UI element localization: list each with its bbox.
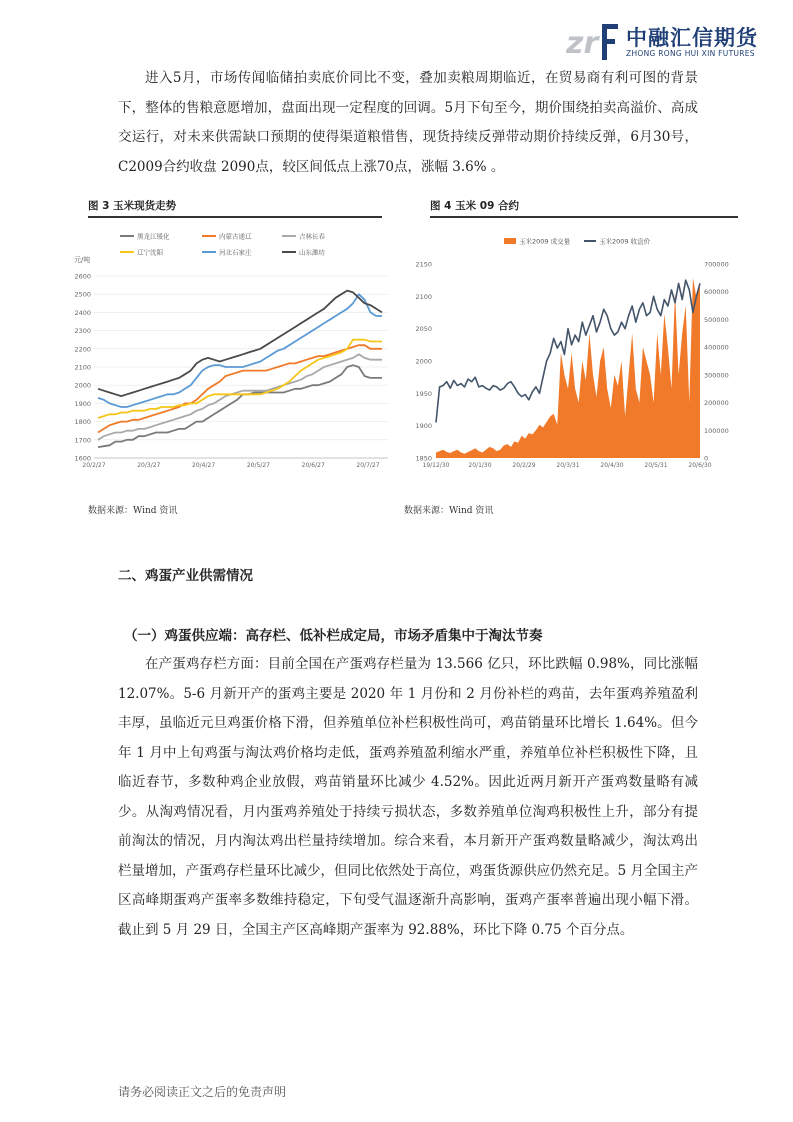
- fig4-xtick-label: 20/3/31: [556, 462, 580, 469]
- fig4-ytick-left-label: 2050: [415, 325, 432, 334]
- egg-supply-paragraph: [118, 650, 698, 945]
- subsection-heading-egg-supply: （一）鸡蛋供应端：高存栏、低补栏成定局，市场矛盾集中于淘汰节奏: [124, 628, 543, 644]
- fig3-legend-label: 山东潍坊: [299, 248, 325, 257]
- fig3-ytick-label: 1900: [74, 399, 91, 408]
- fig4-xtick-label: 20/6/30: [688, 462, 712, 469]
- fig3-xtick-label: 20/4/27: [192, 462, 216, 469]
- fig3-title: 图 3 玉米现货走势: [88, 200, 177, 212]
- fig3-ytick-label: 2300: [74, 327, 91, 336]
- fig4-source: 数据来源：Wind 资讯: [404, 506, 494, 516]
- svg-text:zr: zr: [566, 26, 599, 61]
- fig4-ytick-right-label: 200000: [704, 399, 729, 408]
- fig4-legend: [504, 237, 651, 246]
- fig4-title: 图 4 玉米 09 合约: [430, 200, 520, 212]
- disclaimer-footer: 请务必阅读正文之后的免责声明: [118, 1085, 287, 1099]
- fig4-xtick-label: 20/4/30: [600, 462, 624, 469]
- fig4-ytick-right-label: 300000: [704, 371, 729, 380]
- fig3-series-line: [98, 345, 382, 432]
- fig4-ytick-right-label: 700000: [704, 260, 729, 269]
- fig3-series-line: [98, 365, 382, 447]
- section-heading-egg-supply-demand: 二、鸡蛋产业供需情况: [118, 568, 253, 584]
- fig3-xtick-label: 20/7/27: [356, 462, 380, 469]
- fig3-legend-label: 内蒙古通辽: [219, 232, 252, 241]
- fig3-legend-label: 吉林长春: [299, 232, 325, 241]
- fig3-ytick-label: 1700: [74, 436, 91, 445]
- fig4-ytick-left-label: 2000: [415, 357, 432, 366]
- fig3-ytick-label: 2600: [74, 272, 91, 281]
- fig4-xtick-label: 20/1/30: [468, 462, 492, 469]
- fig4-chart: [404, 228, 754, 472]
- fig4-rule: [430, 216, 738, 218]
- fig4-ytick-right-label: 0: [704, 454, 709, 463]
- fig3-legend: [120, 232, 326, 257]
- fig3-rule: [88, 216, 382, 218]
- fig3-ytick-label: 1600: [74, 454, 91, 463]
- fig3-xtick-label: 20/2/27: [82, 462, 106, 469]
- fig4-legend-label: 玉米2009 成交量: [519, 237, 571, 246]
- fig3-legend-label: 河北石家庄: [219, 248, 252, 257]
- logo-chinese-name: 中融汇信期货: [626, 26, 758, 50]
- fig4-xtick-label: 19/12/30: [422, 462, 450, 469]
- fig3-ytick-label: 1800: [74, 418, 91, 427]
- fig3-xtick-label: 20/3/27: [137, 462, 161, 469]
- fig3-xtick-label: 20/6/27: [301, 462, 325, 469]
- egg-supply-paragraph-text: 在产蛋鸡存栏方面：目前全国在产蛋鸡存栏量为 13.566 亿只，环比跌幅 0.98%，同比涨幅 12.07%。5-6 月新开产的蛋鸡主要是 2020 年 1 月份和 2 月份补栏的鸡苗，去年蛋鸡养殖盈利丰厚，虽临近元旦鸡蛋价格下滑，但养殖单位补栏积极性尚可，鸡苗销量环比增长 1.64%。但今年 1 月中上旬鸡蛋与淘汰鸡价格均走低，蛋鸡养殖盈利缩水严重，养殖单位补栏积极性下降，且临近春节，多数种鸡企业放假，鸡苗销量环比减少 4.52%。因此近两月新开产蛋鸡数量略有减少。从淘鸡情况看，月内蛋鸡养殖处于持续亏损状态，多数养殖单位淘鸡积极性上升，部分有提前淘汰的情况，月内淘汰鸡出栏量持续增加。综合来看，本月新开产蛋鸡数量略减少，淘汰鸡出栏量增加，产蛋鸡存栏量环比减少，但同比依然处于高位，鸡蛋货源供应仍然充足。5 月全国主产区高峰期蛋鸡产蛋率多数维持稳定，下旬受气温逐渐升高影响，蛋鸡产蛋率普遍出现小幅下滑。截止到 5 月 29 日，全国主产区高峰期产蛋率为 92.88%，环比下降 0.75 个百分点。: [118, 656, 698, 938]
- zrf-logo-icon: [566, 22, 620, 62]
- fig4-ytick-left-label: 2150: [415, 260, 432, 269]
- fig4-volume-area: [436, 278, 700, 458]
- fig4-ytick-left-label: 1850: [415, 454, 432, 463]
- fig4-ytick-left-label: 1900: [415, 422, 432, 431]
- fig3-xtick-label: 20/5/27: [246, 462, 270, 469]
- fig3-ytick-label: 2500: [74, 290, 91, 299]
- fig3-legend-label: 辽宁沈阳: [137, 248, 163, 257]
- fig4-ytick-right-label: 500000: [704, 315, 729, 324]
- fig3-ytick-label: 2400: [74, 308, 91, 317]
- fig3-ytick-label: 2000: [74, 381, 91, 390]
- fig3-chart: [72, 226, 394, 470]
- company-logo: [566, 20, 776, 64]
- logo-english-name: ZHONG RONG HUI XIN FUTURES: [626, 49, 755, 58]
- fig4-ytick-right-label: 400000: [704, 343, 729, 352]
- fig3-series-line: [98, 291, 382, 397]
- fig4-ytick-left-label: 1950: [415, 389, 432, 398]
- intro-paragraph-text: 进入5月，市场传闻临储拍卖底价同比不变，叠加卖粮周期临近，在贸易商有利可图的背景下，整体的售粮意愿增加，盘面出现一定程度的回调。5月下旬至今，期价围绕拍卖高溢价、高成交运行，对未来供需缺口预期的使得渠道粮惜售，现货持续反弹带动期价持续反弹，6月30号，C2009合约收盘 2090点，较区间低点上涨70点，涨幅 3.6% 。: [118, 70, 698, 175]
- fig3-legend-label: 黑龙江缓化: [137, 232, 170, 241]
- fig3-ytick-label: 2100: [74, 363, 91, 372]
- intro-paragraph: [118, 64, 698, 182]
- fig3-source: 数据来源：Wind 资讯: [88, 506, 178, 516]
- fig4-ytick-right-label: 600000: [704, 288, 729, 297]
- fig4-xtick-label: 20/2/29: [512, 462, 536, 469]
- fig3-ylabel: 元/吨: [74, 256, 91, 264]
- fig4-ytick-right-label: 100000: [704, 426, 729, 435]
- fig4-legend-label: 玉米2009 收盘价: [599, 237, 651, 246]
- fig3-ytick-label: 2200: [74, 345, 91, 354]
- fig4-xtick-label: 20/5/31: [644, 462, 668, 469]
- fig4-legend-swatch: [504, 238, 516, 244]
- fig4-ytick-left-label: 2100: [415, 292, 432, 301]
